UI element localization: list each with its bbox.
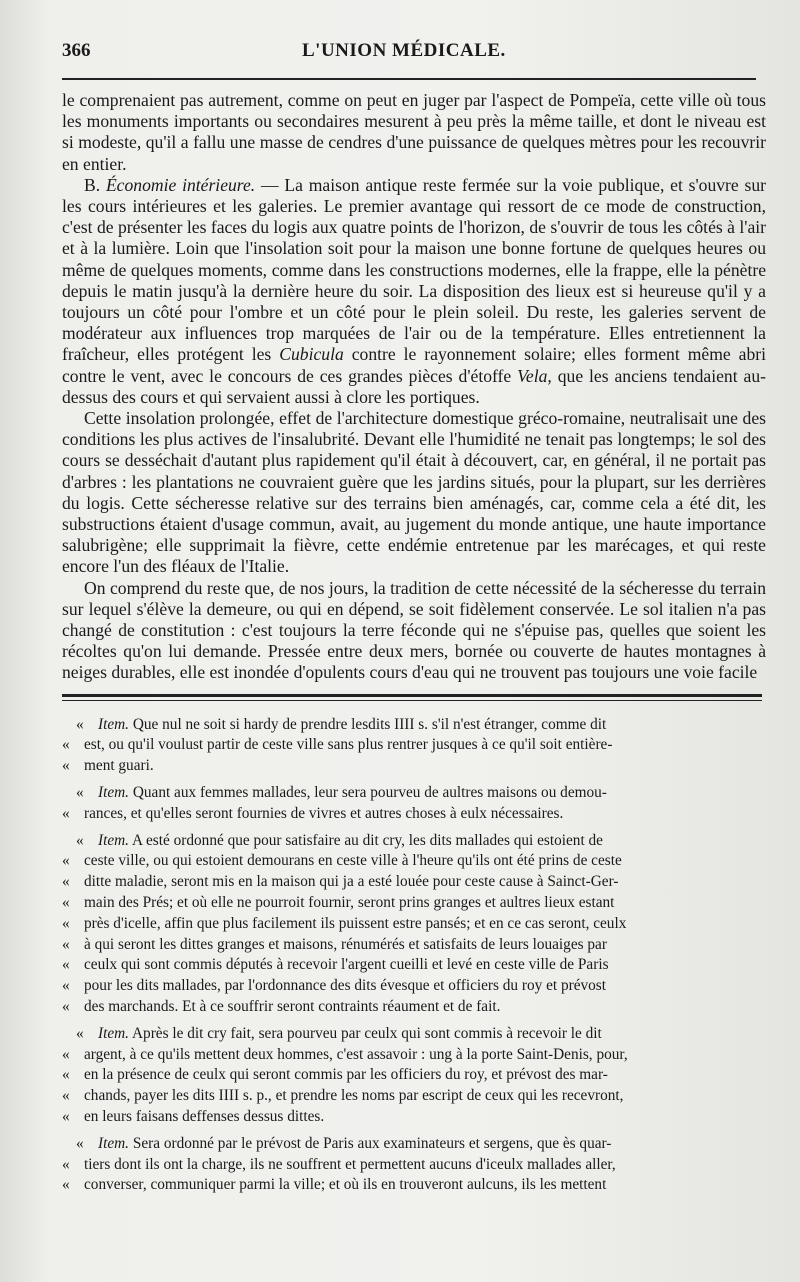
- footnote-line: [62, 756, 764, 777]
- paragraph-text: le comprenaient pas autrement, comme on peut en juger par l'aspect de Pompeïa, cette ville où tous les monuments importants ou secondaires mesurent à peu près la même taille, et dont le niveau est si modeste, qu'il a fallu une masse de cendres d'une puissance de quelques mètres pour les recouvrir en entier.: [62, 90, 766, 174]
- footnote-text: Item. Quant aux femmes mallades, leur sera pourveu de aultres maisons ou demou-: [98, 784, 607, 802]
- footnote-line: [62, 851, 764, 872]
- footnote-text: est, ou qu'il voulust partir de ceste ville sans plus rentrer jusques à ce qu'il soit entière-: [84, 736, 613, 754]
- footnote-item: [62, 831, 764, 1018]
- quote-mark: «: [62, 736, 70, 754]
- footnote-line: [62, 976, 764, 997]
- paragraph-text: — La maison antique reste fermée sur la voie publique, et s'ouvre sur les cours intérieures et les galeries. Le premier avantage qui ressort de ce mode de construction, c'est de présenter les faces du logis aux quatre points de l'horizon, de s'ouvrir de tous les côtés à l'air et à la lumière. Loin que l'insolation soit pour la maison une bonne fortune de quelques heures ou même de quelques moments, comme dans les constructions modernes, elle la frappe, elle la pénètre depuis le matin jusqu'à la dernière heure du soir. La disposition des lieux est si heureuse qu'il y a toujours un côté pour l'ombre et un côté pour le plein soleil. Du reste, les galeries servent de modérateur aux influences trop marquées de l'air ou de la température. Elles entretiennent la fraîcheur, elles protégent les: [62, 174, 766, 365]
- header-rule: [62, 78, 756, 80]
- latin-term: Vela,: [517, 365, 552, 386]
- footnotes: [62, 715, 764, 1197]
- quote-mark: «: [62, 1176, 70, 1194]
- footnote-line: [62, 1065, 764, 1086]
- section-title: Économie intérieure.: [105, 174, 256, 195]
- latin-term: Cubicula: [279, 344, 344, 365]
- footnote-text: ceulx qui sont commis députés à recevoir l'argent cueilli et levé en ceste ville de Paris: [84, 956, 609, 974]
- quote-mark: «: [62, 852, 70, 870]
- footnote-text: en la présence de ceulx qui seront commis par les officiers du roy, et prévost des mar-: [84, 1066, 608, 1084]
- main-text: [62, 90, 766, 684]
- footnote-line: [62, 1086, 764, 1107]
- footnote-text: ment guari.: [84, 757, 154, 775]
- footnote-line: [62, 1045, 764, 1066]
- paragraph-text: que les anciens tendaient au-dessus des cours et qui servaient aussi à clore les portiques.: [62, 365, 766, 407]
- quote-mark: «: [62, 935, 70, 953]
- item-label: Item.: [98, 784, 130, 802]
- item-label: Item.: [98, 1134, 130, 1152]
- quote-mark: «: [62, 873, 70, 891]
- footnote-line: [62, 735, 764, 756]
- footnote-line: [62, 914, 764, 935]
- footnote-line: [62, 1107, 764, 1128]
- paragraph-4: On comprend du reste que, de nos jours, la tradition de cette nécessité de la sécheresse du terrain sur lequel s'élève la demeure, ou qui en dépend, se soit fidèlement conservée. Le sol italien n'a pas changé de constitution : c'est toujours la terre féconde qui ne s'épuise pas, quelles que soient les récoltes qu'on lui demande. Pressée entre deux mers, bornée ou couverte de hautes montagnes à neiges durables, elle est inondée d'opulents cours d'eau qui ne trouvent pas toujours une voie facile: [62, 577, 766, 683]
- quote-mark: «: [62, 804, 70, 822]
- quote-mark: «: [62, 894, 70, 912]
- footnote-text: à qui seront les dittes granges et maisons, rénumérés et satisfaits de leurs louaiges par: [84, 935, 607, 953]
- quote-mark: «: [62, 956, 70, 974]
- quote-mark: «: [62, 914, 70, 932]
- footnote-separator: [62, 694, 762, 697]
- quote-mark: «: [76, 715, 84, 733]
- footnote-text: converser, communiquer parmi la ville; et où ils en trouveront aulcuns, ils les mettent: [84, 1176, 607, 1194]
- footnote-line: [62, 935, 764, 956]
- paragraph-2: [62, 175, 766, 408]
- running-title: L'UNION MÉDICALE.: [302, 40, 506, 61]
- item-label: Item.: [98, 1024, 130, 1042]
- footnote-text: tiers dont ils ont la charge, ils ne souffrent et permettent aucuns d'iceulx mallades aller,: [84, 1155, 616, 1173]
- item-label: Item.: [98, 831, 130, 849]
- footnote-item: [62, 1024, 764, 1128]
- paragraph-3: Cette insolation prolongée, effet de l'architecture domestique gréco-romaine, neutralisait une des conditions les plus actives de l'insalubrité. Devant elle l'humidité ne tenait pas longtemps; le sol des cours se desséchait d'autant plus rapidement qu'il était à découvert, car, en général, il ne portait pas d'arbres : les plantations ne couvraient guère que les jardins situés, pour la plupart, sur les derrières du logis. Cette sécheresse relative sur des terrains bien aménagés, car, comme cela a été dit, les substructions étaient d'usage commun, avait, au jugement du monde antique, une haute importance salubrigène; elle supprimait la fièvre, cette endémie entretenue par les marécages, et qui reste encore l'un des fléaux de l'Italie.: [62, 408, 766, 577]
- page-number: 366: [62, 40, 91, 61]
- quote-mark: «: [76, 784, 84, 802]
- footnote-line: [62, 1155, 764, 1176]
- footnote-text: des marchands. Et à ce souffrir seront contraints réaument et de fait.: [84, 998, 501, 1016]
- footnote-line: [62, 997, 764, 1018]
- quote-mark: «: [62, 977, 70, 995]
- quote-mark: «: [62, 1087, 70, 1105]
- footnote-text: rances, et qu'elles seront fournies de vivres et autres choses à eulx nécessaires.: [84, 804, 564, 822]
- quote-mark: «: [62, 1045, 70, 1063]
- quote-mark: «: [76, 1134, 84, 1152]
- footnote-text: Item. Après le dit cry fait, sera pourveu par ceulx qui sont commis à recevoir le dit: [98, 1024, 602, 1042]
- footnote-line: [62, 893, 764, 914]
- section-letter: B.: [84, 174, 101, 195]
- paragraph-text: contre le rayonnement solaire; elles forment même abri contre le vent, avec le concours de ces grandes pièces d'étoffe: [62, 344, 767, 386]
- quote-mark: «: [76, 1024, 84, 1042]
- footnote-text: près d'icelle, affin que plus facilement ils puissent estre pansés; et en ce cas seront, ceulx: [84, 914, 627, 932]
- footnote-item: [62, 783, 764, 825]
- footnote-line: [62, 1175, 764, 1196]
- footnote-text: Item. A esté ordonné que pour satisfaire au dit cry, les dits mallades qui estoient de: [98, 831, 603, 849]
- footnote-text: Item. Sera ordonné par le prévost de Paris aux examinateurs et sergens, que ès quar-: [98, 1134, 612, 1152]
- footnote-separator-thin: [62, 700, 762, 701]
- footnote-text: ceste ville, ou qui estoient demourans en ceste ville à l'heure qu'ils ont été prins de ceste: [84, 852, 622, 870]
- footnote-text: ditte maladie, seront mis en la maison qui ja a esté louée pour ceste cause à Sainct-Ger-: [84, 873, 619, 891]
- footnote-text: argent, à ce qu'ils mettent deux hommes, c'est assavoir : ung à la porte Saint-Denis, pour,: [84, 1045, 628, 1063]
- footnote-line: [62, 804, 764, 825]
- footnote-text: chands, payer les dits IIII s. p., et prendre les noms par escript de ceux qui les recevront,: [84, 1087, 624, 1105]
- footnote-line: [62, 783, 764, 804]
- quote-mark: «: [76, 831, 84, 849]
- footnote-text: Item. Que nul ne soit si hardy de prendre lesdits IIII s. s'il n'est étranger, comme dit: [98, 715, 607, 733]
- footnote-item: [62, 715, 764, 777]
- footnote-line: [62, 872, 764, 893]
- footnote-item: [62, 1134, 764, 1196]
- footnote-text: pour les dits mallades, par l'ordonnance des dits évesque et officiers du roy et prévost: [84, 977, 606, 995]
- quote-mark: «: [62, 998, 70, 1016]
- item-label: Item.: [98, 715, 130, 733]
- quote-mark: «: [62, 1108, 70, 1126]
- footnote-line: [62, 1134, 764, 1155]
- footnote-line: [62, 831, 764, 852]
- footnote-line: [62, 1024, 764, 1045]
- quote-mark: «: [62, 1066, 70, 1084]
- quote-mark: «: [62, 1155, 70, 1173]
- paragraph-1: [62, 90, 766, 175]
- footnote-text: main des Prés; et où elle ne pourroit fournir, seront prins granges et aultres lieux estant: [84, 894, 615, 912]
- footnote-text: en leurs faisans deffenses dessus dittes.: [84, 1108, 325, 1126]
- footnote-line: [62, 955, 764, 976]
- footnote-line: [62, 715, 764, 736]
- quote-mark: «: [62, 757, 70, 775]
- page-header: [62, 40, 776, 74]
